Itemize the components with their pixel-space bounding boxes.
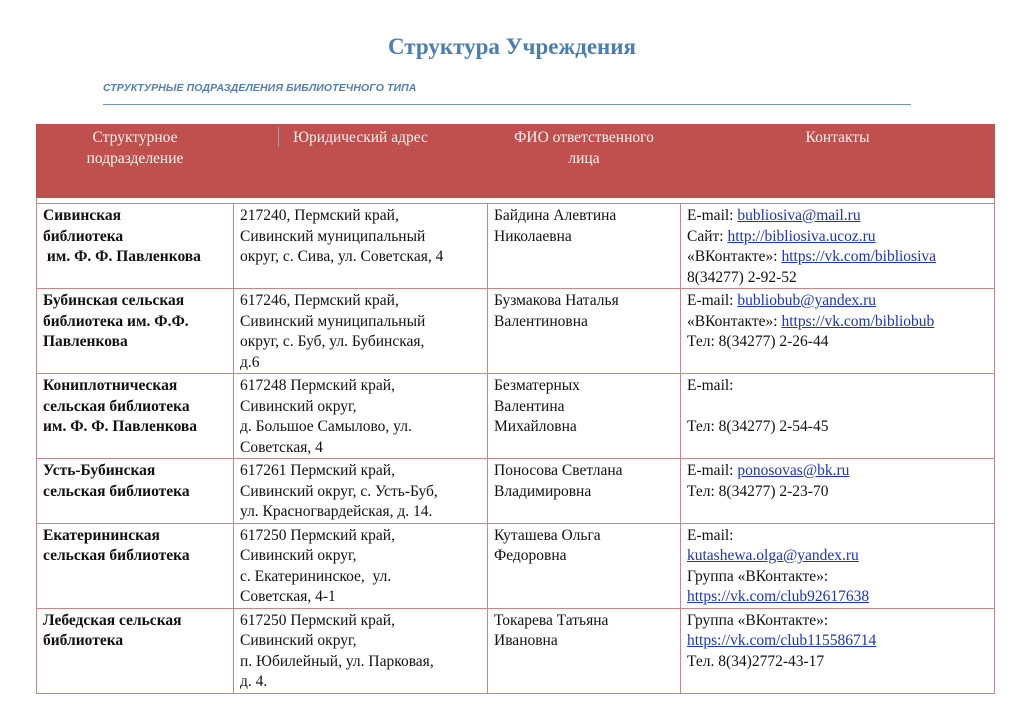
responsible-person: Поносова Светлана Владимировна <box>488 459 681 524</box>
header-address: Юридический адрес <box>234 125 488 198</box>
responsible-person: Куташева Ольга Федоровна <box>488 523 681 608</box>
table-row <box>37 289 995 374</box>
responsible-person: Безматерных Валентина Михайловна <box>488 374 681 459</box>
header-contacts: Контакты <box>681 125 995 198</box>
unit-name: Екатерининская сельская библиотека <box>37 523 234 608</box>
header-person: ФИО ответственного лица <box>488 125 681 198</box>
library-structure-table <box>36 124 995 694</box>
document-title: Структура Учреждения <box>388 34 636 59</box>
website-link[interactable]: http://bibliosiva.ucoz.ru <box>727 227 876 245</box>
unit-name: Бубинская сельская библиотека им. Ф.Ф. Павленкова <box>37 289 234 374</box>
contacts: E-mail: Тел: 8(34277) 2-54-45 <box>681 374 995 459</box>
unit-address: 617250 Пермский край, Сивинский округ, с. Екатерининское, ул. Советская, 4-1 <box>234 523 488 608</box>
table-row <box>37 374 995 459</box>
subtitle-underline <box>103 104 911 105</box>
contacts: E-mail: bubliobub@yandex.ru «ВКонтакте»: https://vk.com/bibliobub Тел: 8(34277) 2-26-44 <box>681 289 995 374</box>
table-row <box>37 608 995 693</box>
unit-name: Усть-Бубинская сельская библиотека <box>37 459 234 524</box>
vk-link[interactable]: https://vk.com/club115586714 <box>687 632 877 649</box>
unit-name: Кониплотническая сельская библиотека им. Ф. Ф. Павленкова <box>37 374 234 459</box>
contacts: E-mail: bubliosiva@mail.ru Сайт: http://bibliosiva.ucoz.ru «ВКонтакте»: https://vk.com/bibliosiva 8(34277) 2-92-52 <box>681 204 995 289</box>
responsible-person: Байдина Алевтина Николаевна <box>488 204 681 289</box>
table-row <box>37 459 995 524</box>
unit-name: Лебедская сельская библиотека <box>37 608 234 693</box>
vk-link[interactable]: https://vk.com/bibliosiva <box>781 248 937 265</box>
email-link[interactable]: ponosovas@bk.ru <box>737 462 850 479</box>
vk-link[interactable]: https://vk.com/bibliobub <box>781 312 935 330</box>
header-unit: Структурное подразделение <box>37 125 234 198</box>
table-row <box>37 204 995 289</box>
contacts: E-mail: ponosovas@bk.ru Тел: 8(34277) 2-23-70 <box>681 459 995 524</box>
responsible-person: Токарева Татьяна Ивановна <box>488 608 681 693</box>
section-subtitle: СТРУКТУРНЫЕ ПОДРАЗДЕЛЕНИЯ БИБЛИОТЕЧНОГО ТИПА <box>103 82 417 94</box>
unit-address: 217240, Пермский край, Сивинский муниципальный округ, с. Сива, ул. Советская, 4 <box>234 204 488 289</box>
unit-address: 617246, Пермский край, Сивинский муниципальный округ, с. Буб, ул. Бубинская, д.6 <box>234 289 488 374</box>
unit-address: 617250 Пермский край, Сивинский округ, п. Юбилейный, ул. Парковая, д. 4. <box>234 608 488 693</box>
unit-address: 617261 Пермский край, Сивинский округ, с. Усть-Буб, ул. Красногвардейская, д. 14. <box>234 459 488 524</box>
email-link[interactable]: kutashewa.olga@yandex.ru <box>687 547 859 564</box>
vk-link[interactable]: https://vk.com/club92617638 <box>687 588 870 605</box>
table-row <box>37 523 995 608</box>
responsible-person: Бузмакова Наталья Валентиновна <box>488 289 681 374</box>
email-link[interactable]: bubliosiva@mail.ru <box>737 207 861 224</box>
text-cursor <box>278 127 279 147</box>
email-link[interactable]: bubliobub@yandex.ru <box>737 292 877 309</box>
unit-address: 617248 Пермский край, Сивинский округ, д. Большое Самылово, ул. Советская, 4 <box>234 374 488 459</box>
contacts: Группа «ВКонтакте»: https://vk.com/club115586714 Тел. 8(34)2772-43-17 <box>681 608 995 693</box>
table-header-row <box>37 125 995 198</box>
unit-name: Сивинская библиотека им. Ф. Ф. Павленкова <box>37 204 234 289</box>
contacts: E-mail: kutashewa.olga@yandex.ru Группа «ВКонтакте»: https://vk.com/club92617638 <box>681 523 995 608</box>
